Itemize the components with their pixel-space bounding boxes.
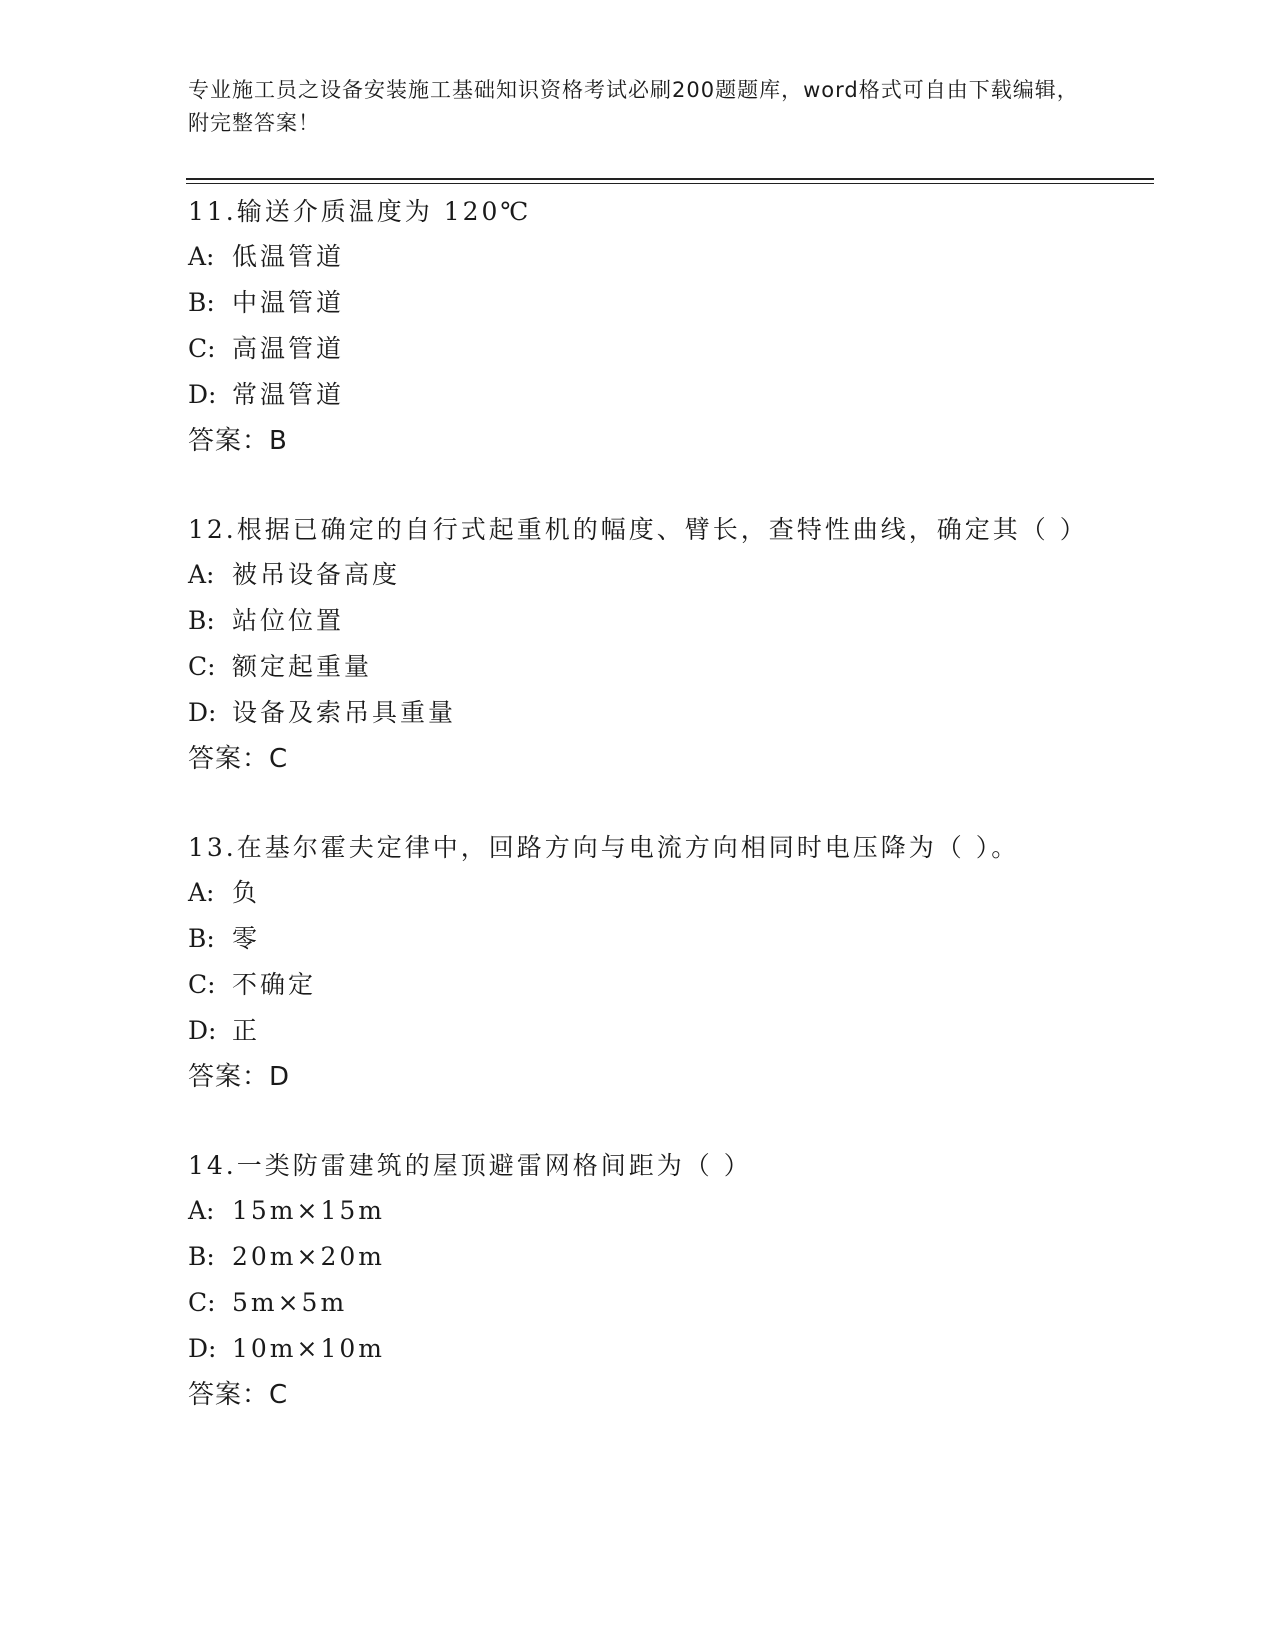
answer-line: 答案：C (188, 1380, 289, 1410)
option-text: 低温管道 (232, 242, 345, 271)
option-letter: D: (188, 380, 217, 409)
option-letter: B: (188, 606, 215, 635)
answer-line: 答案：C (188, 744, 289, 774)
option-letter: D: (188, 1016, 217, 1045)
question-stem: 13.在基尔霍夫定律中，回路方向与电流方向相同时电压降为（ ）。 (188, 833, 1020, 862)
question-spacer (188, 1100, 1088, 1144)
answer-line: 答案：D (188, 1062, 291, 1092)
option-d (188, 1326, 1088, 1372)
question-12 (188, 508, 1088, 782)
option-letter: C: (188, 334, 216, 363)
option-text: 额定起重量 (232, 652, 373, 681)
option-c (188, 644, 1088, 690)
question-spacer (188, 782, 1088, 826)
option-text: 5m×5m (232, 1288, 348, 1317)
option-text: 20m×20m (232, 1242, 385, 1271)
option-text: 设备及索吊具重量 (232, 698, 457, 727)
option-a (188, 1188, 1088, 1234)
option-letter: D: (188, 1334, 217, 1363)
option-b (188, 916, 1088, 962)
option-c (188, 1280, 1088, 1326)
option-text: 被吊设备高度 (232, 560, 401, 589)
document-header: 专业施工员之设备安装施工基础知识资格考试必刷200题题库，word格式可自由下载编辑，附完整答案！ (188, 78, 1079, 135)
option-letter: D: (188, 698, 217, 727)
question-stem: 11.输送介质温度为 120℃ (188, 197, 532, 226)
option-letter: C: (188, 652, 216, 681)
option-text: 站位位置 (232, 606, 345, 635)
option-a (188, 552, 1088, 598)
option-letter: B: (188, 288, 215, 317)
option-a (188, 234, 1088, 280)
header-divider-thick (186, 178, 1154, 180)
option-text: 不确定 (232, 970, 317, 999)
option-d (188, 690, 1088, 736)
option-text: 15m×15m (232, 1196, 385, 1225)
question-stem: 12.根据已确定的自行式起重机的幅度、臂长，查特性曲线，确定其（ ） (188, 515, 1088, 544)
option-letter: B: (188, 1242, 215, 1271)
question-13 (188, 826, 1088, 1100)
option-letter: B: (188, 924, 215, 953)
option-text: 负 (232, 878, 261, 907)
option-b (188, 1234, 1088, 1280)
question-14 (188, 1144, 1088, 1418)
option-b (188, 280, 1088, 326)
option-c (188, 326, 1088, 372)
question-stem: 14.一类防雷建筑的屋顶避雷网格间距为（ ） (188, 1151, 752, 1180)
header-divider-thin (186, 183, 1154, 184)
option-letter: A: (188, 242, 215, 271)
option-letter: A: (188, 560, 215, 589)
question-spacer (188, 464, 1088, 508)
option-d (188, 372, 1088, 418)
option-c (188, 962, 1088, 1008)
option-letter: C: (188, 1288, 216, 1317)
answer-line: 答案：B (188, 426, 288, 456)
option-text: 正 (232, 1016, 261, 1045)
question-11 (188, 190, 1088, 464)
option-text: 10m×10m (232, 1334, 385, 1363)
option-d (188, 1008, 1088, 1054)
option-text: 高温管道 (232, 334, 345, 363)
option-letter: A: (188, 1196, 215, 1225)
option-text: 中温管道 (232, 288, 345, 317)
option-letter: A: (188, 878, 215, 907)
option-b (188, 598, 1088, 644)
question-list (188, 190, 1088, 1418)
option-text: 常温管道 (232, 380, 345, 409)
option-letter: C: (188, 970, 216, 999)
option-text: 零 (232, 924, 261, 953)
option-a (188, 870, 1088, 916)
